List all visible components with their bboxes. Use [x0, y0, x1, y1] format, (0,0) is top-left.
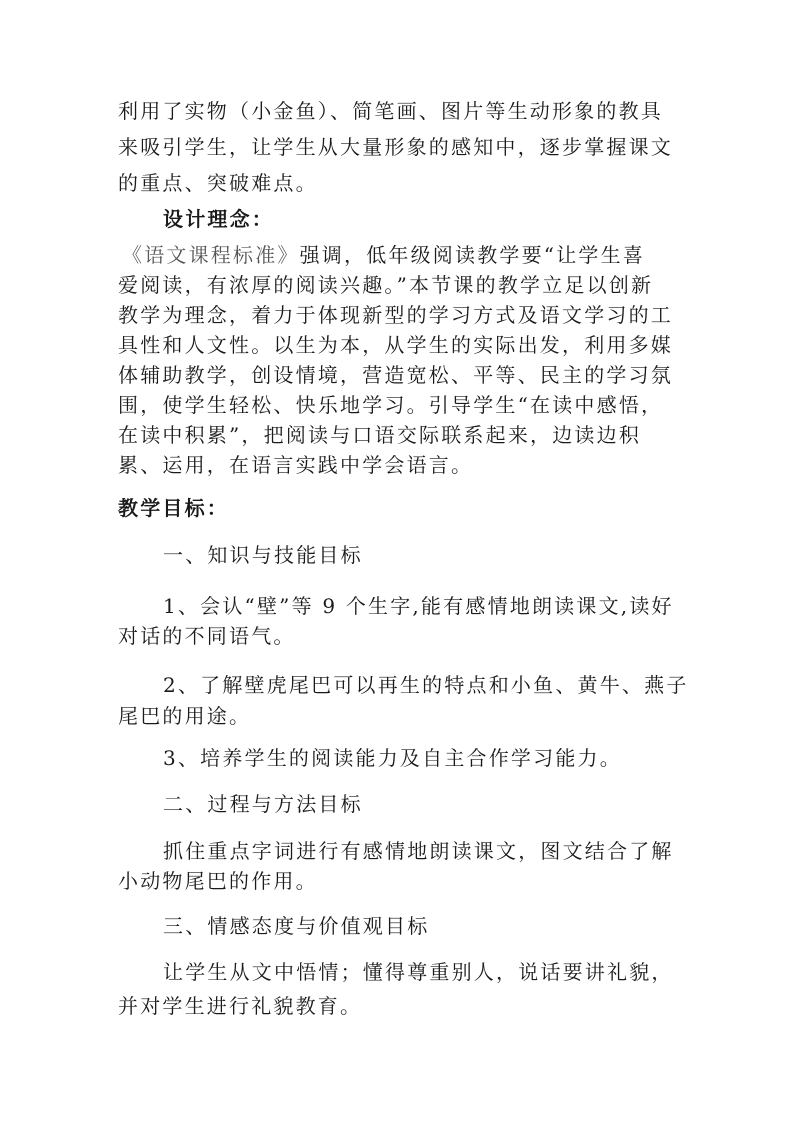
design-heading: 设计理念： — [163, 207, 274, 231]
design-line-3: 教学为理念，着力于体现新型的学习方式及语文学习的工 — [118, 303, 673, 327]
knowledge-item-1-line-1: 1、会认“壁”等 9 个生字,能有感情地朗读课文,读好 — [163, 594, 674, 618]
design-line-8: 累、运用，在语言实践中学会语言。 — [118, 453, 474, 477]
knowledge-heading: 一、知识与技能目标 — [163, 543, 363, 567]
design-line-5: 体辅助教学，创设情境，营造宽松、平等、民主的学习氛 — [118, 363, 673, 387]
process-heading: 二、过程与方法目标 — [163, 792, 363, 816]
knowledge-item-2-line-1: 2、了解壁虎尾巴可以再生的特点和小鱼、黄牛、燕子 — [163, 673, 689, 697]
knowledge-item-1-line-2: 对话的不同语气。 — [118, 624, 296, 648]
process-line-1: 抓住重点字词进行有感情地朗读课文，图文结合了解 — [163, 839, 674, 863]
emotion-heading: 三、情感态度与价值观目标 — [163, 914, 430, 938]
design-line-1-rest: 强调，低年级阅读教学要“让学生喜 — [299, 243, 646, 267]
design-line-6: 围，使学生轻松、快乐地学习。引导学生“在读中感悟， — [118, 393, 664, 417]
intro-line-1: 利用了实物（小金鱼）、简笔画、图片等生动形象的教具 — [118, 99, 663, 123]
design-line-1 — [122, 243, 645, 267]
emotion-line-1: 让学生从文中悟情；懂得尊重别人，说话要讲礼貌， — [163, 960, 674, 984]
design-line-4: 具性和人文性。以生为本，从学生的实际出发，利用多媒 — [118, 333, 673, 357]
intro-line-3: 的重点、突破难点。 — [118, 171, 318, 195]
design-line-7: 在读中积累”，把阅读与口语交际联系起来，边读边积 — [118, 423, 642, 447]
knowledge-item-2-line-2: 尾巴的用途。 — [118, 704, 252, 728]
knowledge-item-3: 3、培养学生的阅读能力及自主合作学习能力。 — [163, 746, 622, 770]
process-line-2: 小动物尾巴的作用。 — [118, 869, 318, 893]
emotion-line-2: 并对学生进行礼貌教育。 — [118, 994, 363, 1018]
design-line-2: 爱阅读，有浓厚的阅读兴趣。”本节课的教学立足以创新 — [118, 273, 654, 297]
objectives-heading: 教学目标： — [118, 496, 229, 520]
curriculum-standard-title: 《语文课程标准》 — [122, 243, 300, 267]
intro-line-2: 来吸引学生，让学生从大量形象的感知中，逐步掌握课文 — [118, 135, 673, 159]
